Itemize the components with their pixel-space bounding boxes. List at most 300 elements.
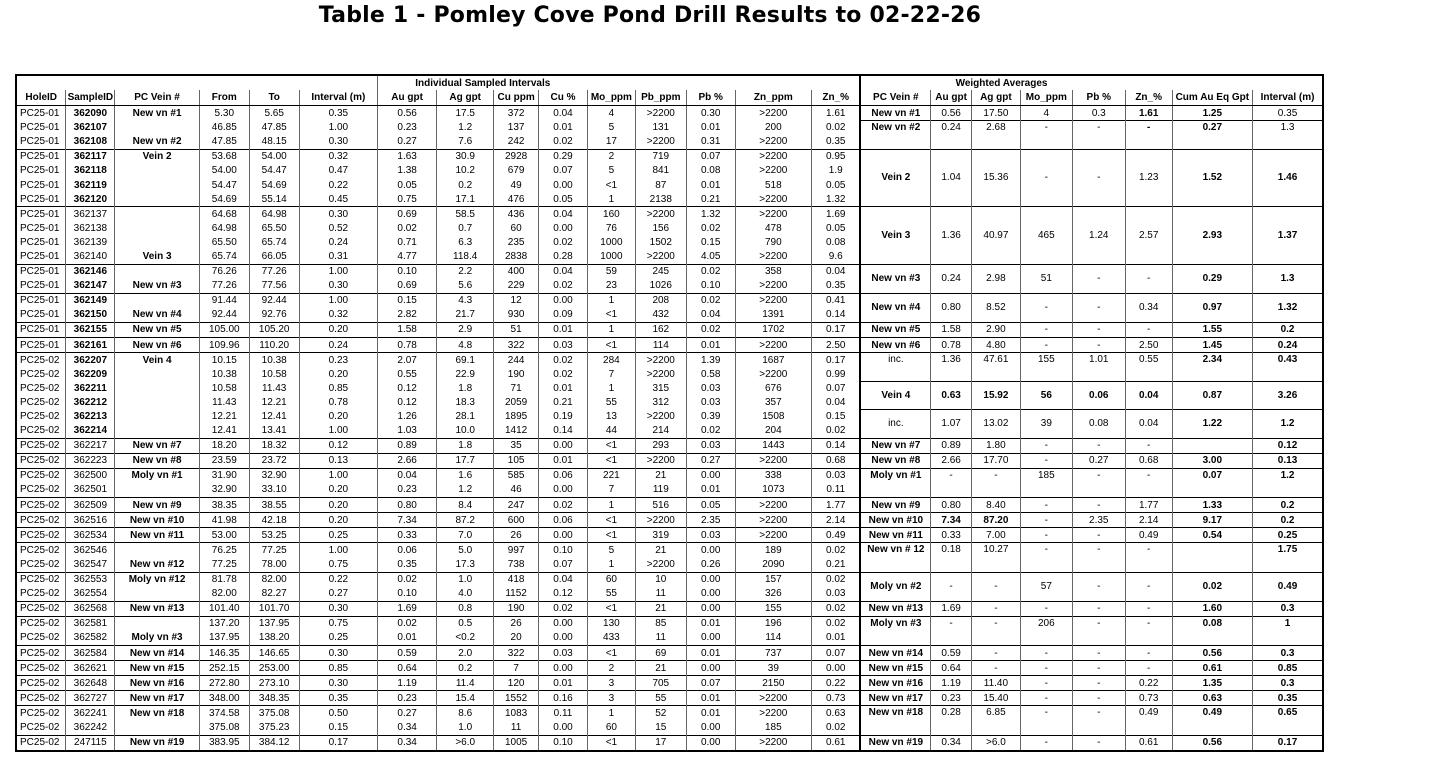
weighted-cell: 11.40 bbox=[971, 676, 1020, 691]
weighted-cell: - bbox=[1125, 322, 1172, 337]
table-cell: 157 bbox=[735, 572, 811, 587]
table-cell: 15 bbox=[635, 720, 686, 735]
table-cell: 0.02 bbox=[812, 601, 861, 616]
table-cell: 244 bbox=[494, 353, 539, 368]
table-cell: 0.00 bbox=[539, 616, 588, 631]
table-cell: 26 bbox=[494, 616, 539, 631]
weighted-cell: - bbox=[1125, 645, 1172, 660]
table-cell: 0.30 bbox=[299, 676, 377, 691]
table-cell: 76.26 bbox=[199, 264, 249, 279]
table-cell: 1 bbox=[587, 381, 635, 395]
table-cell: >2200 bbox=[735, 528, 811, 543]
table-cell: 77.25 bbox=[199, 557, 249, 572]
table-cell: 0.26 bbox=[686, 557, 735, 572]
table-cell: New vn #16 bbox=[115, 676, 200, 691]
weighted-cell: 39 bbox=[1020, 409, 1072, 438]
table-cell: 23.72 bbox=[249, 453, 299, 468]
table-cell: 372 bbox=[494, 106, 539, 121]
weighted-cell: 0.55 bbox=[1125, 353, 1172, 382]
table-cell: <1 bbox=[587, 308, 635, 323]
table-cell: 679 bbox=[494, 164, 539, 178]
table-row bbox=[16, 616, 1323, 631]
table-cell: 101.70 bbox=[249, 601, 299, 616]
table-cell: PC25-01 bbox=[16, 149, 66, 164]
table-cell bbox=[115, 395, 200, 409]
table-cell: 362090 bbox=[66, 106, 115, 121]
table-cell: 0.00 bbox=[539, 661, 588, 676]
table-cell: New vn #10 bbox=[115, 513, 200, 528]
table-cell: >2200 bbox=[735, 513, 811, 528]
weighted-cell: Vein 2 bbox=[860, 149, 930, 206]
table-cell: PC25-01 bbox=[20, 136, 60, 148]
table-cell: >2200 bbox=[735, 453, 811, 468]
table-cell: 55 bbox=[587, 395, 635, 409]
table-cell: 0.02 bbox=[812, 424, 861, 439]
weighted-cell: Moly vn #3 bbox=[860, 616, 930, 645]
table-cell: 69.1 bbox=[437, 353, 494, 368]
table-cell: 85 bbox=[635, 616, 686, 631]
weighted-cell: 1.69 bbox=[931, 601, 972, 616]
table-cell: 190 bbox=[494, 367, 539, 381]
table-cell: 362546 bbox=[66, 543, 115, 558]
weighted-cell: 206 bbox=[1020, 616, 1072, 645]
weighted-cell: 51 bbox=[1020, 264, 1072, 293]
table-cell: 60 bbox=[494, 221, 539, 235]
table-cell: 0.41 bbox=[812, 293, 861, 308]
table-cell: PC25-02 bbox=[16, 438, 66, 453]
table-cell: 1.8 bbox=[437, 381, 494, 395]
table-cell: 315 bbox=[635, 381, 686, 395]
table-cell: PC25-01 bbox=[16, 322, 66, 337]
table-cell: 18.3 bbox=[437, 395, 494, 409]
table-cell: 0.21 bbox=[539, 395, 588, 409]
weighted-cell: 0.56 bbox=[931, 106, 972, 121]
table-cell: 1 bbox=[587, 498, 635, 513]
table-cell: 362119 bbox=[66, 178, 115, 192]
table-cell: 0.47 bbox=[299, 164, 377, 178]
table-cell: 1005 bbox=[494, 735, 539, 751]
table-cell: 362547 bbox=[66, 557, 115, 572]
weighted-cell: 1.23 bbox=[1125, 149, 1172, 206]
table-cell: 0.20 bbox=[299, 483, 377, 498]
table-cell: 44 bbox=[587, 424, 635, 439]
table-cell: 362161 bbox=[66, 338, 115, 353]
table-cell: 0.15 bbox=[378, 293, 437, 308]
table-cell bbox=[115, 178, 200, 192]
table-cell: 0.02 bbox=[686, 424, 735, 439]
table-cell: 362581 bbox=[66, 616, 115, 631]
table-row bbox=[16, 353, 1323, 368]
table-row bbox=[16, 322, 1323, 337]
table-cell: 0.02 bbox=[686, 221, 735, 235]
table-cell: 58.5 bbox=[437, 207, 494, 222]
table-cell: 0.16 bbox=[539, 691, 588, 706]
table-cell bbox=[115, 367, 200, 381]
weighted-cell: 0.49 bbox=[1125, 706, 1172, 735]
table-cell: 2059 bbox=[494, 395, 539, 409]
weighted-cell: inc. bbox=[860, 409, 930, 438]
table-cell: 0.23 bbox=[378, 121, 437, 135]
table-cell: 3 bbox=[587, 676, 635, 691]
weighted-cell: 15.92 bbox=[971, 381, 1020, 409]
table-cell: 5.65 bbox=[249, 106, 299, 121]
table-row bbox=[16, 106, 1323, 121]
weighted-cell: 0.59 bbox=[931, 645, 972, 660]
table-cell: 2.9 bbox=[437, 322, 494, 337]
weighted-cell: 0.34 bbox=[1125, 293, 1172, 322]
table-cell: >2200 bbox=[735, 338, 811, 353]
weighted-cell: 1.32 bbox=[1253, 293, 1323, 322]
table-cell: 17 bbox=[635, 735, 686, 751]
table-cell: 12.41 bbox=[199, 424, 249, 439]
table-cell: 4.77 bbox=[378, 249, 437, 264]
table-cell: 362553 bbox=[66, 572, 115, 587]
table-cell: 1.00 bbox=[299, 293, 377, 308]
weighted-cell: 2.68 bbox=[971, 121, 1020, 150]
weighted-cell: 0.3 bbox=[1253, 645, 1323, 660]
table-cell bbox=[115, 121, 200, 135]
table-cell: 0.04 bbox=[378, 468, 437, 483]
table-cell: 7 bbox=[494, 661, 539, 676]
table-cell: 155 bbox=[735, 601, 811, 616]
table-cell: 10.58 bbox=[249, 367, 299, 381]
table-cell: 92.44 bbox=[249, 293, 299, 308]
table-cell: New vn #17 bbox=[115, 691, 200, 706]
table-cell: 0.32 bbox=[299, 308, 377, 323]
table-cell: 32.90 bbox=[199, 483, 249, 498]
table-cell: 51 bbox=[494, 322, 539, 337]
table-cell: 101.40 bbox=[199, 601, 249, 616]
table-cell: 0.15 bbox=[686, 235, 735, 249]
table-cell: 0.02 bbox=[539, 235, 588, 249]
table-cell: 253.00 bbox=[249, 661, 299, 676]
table-cell: 55 bbox=[587, 587, 635, 602]
weighted-cell: New vn #17 bbox=[860, 691, 930, 706]
weighted-cell: 13.02 bbox=[971, 409, 1020, 438]
table-cell: 76.25 bbox=[199, 543, 249, 558]
table-cell: 1.26 bbox=[378, 409, 437, 423]
weighted-cell: New vn #18 bbox=[860, 706, 930, 735]
table-cell: 0.05 bbox=[686, 498, 735, 513]
weighted-cell: - bbox=[1020, 121, 1072, 150]
weighted-cell: 1.36 bbox=[931, 353, 972, 382]
table-cell: 17.1 bbox=[437, 192, 494, 207]
table-cell: 21.7 bbox=[437, 308, 494, 323]
weighted-cell: 1.36 bbox=[931, 207, 972, 264]
table-cell: 137.20 bbox=[199, 616, 249, 631]
weighted-cell: New vn #4 bbox=[860, 293, 930, 322]
table-cell: 71 bbox=[494, 381, 539, 395]
table-cell: 87 bbox=[635, 178, 686, 192]
table-cell: 12 bbox=[494, 293, 539, 308]
weighted-cell: 0.04 bbox=[1125, 381, 1172, 409]
weighted-cell: Vein 3 bbox=[860, 207, 930, 264]
table-cell: 0.50 bbox=[299, 706, 377, 721]
table-cell: 0.01 bbox=[539, 322, 588, 337]
table-cell: 1000 bbox=[587, 235, 635, 249]
table-cell: 4 bbox=[587, 106, 635, 121]
weighted-cell: - bbox=[1020, 601, 1072, 616]
table-row bbox=[16, 676, 1323, 691]
table-cell: 0.64 bbox=[378, 661, 437, 676]
weighted-cell: 0.56 bbox=[1172, 645, 1252, 660]
table-cell: 0.00 bbox=[686, 631, 735, 646]
table-cell: >2200 bbox=[635, 353, 686, 368]
table-cell: 229 bbox=[494, 279, 539, 294]
weighted-cell: 185 bbox=[1020, 468, 1072, 497]
weighted-cell: 0.12 bbox=[1253, 438, 1323, 453]
table-cell: PC25-02 bbox=[16, 706, 66, 721]
table-cell: 362207 bbox=[66, 353, 115, 368]
table-cell: 54.47 bbox=[199, 178, 249, 192]
weighted-cell: - bbox=[1072, 661, 1125, 676]
table-cell: 0.02 bbox=[812, 121, 861, 135]
weighted-cell: 15.40 bbox=[971, 691, 1020, 706]
table-cell: 35 bbox=[494, 438, 539, 453]
table-cell: 362138 bbox=[66, 221, 115, 235]
table-cell: New vn #14 bbox=[115, 645, 200, 660]
table-cell: <1 bbox=[587, 513, 635, 528]
table-cell: 39 bbox=[735, 661, 811, 676]
table-cell: 0.10 bbox=[686, 279, 735, 294]
table-cell bbox=[115, 164, 200, 178]
table-cell: 91.44 bbox=[199, 293, 249, 308]
table-cell: 0.69 bbox=[378, 279, 437, 294]
table-cell: 11 bbox=[635, 631, 686, 646]
weighted-cell: New vn #9 bbox=[860, 498, 930, 513]
weighted-cell: 0.43 bbox=[1253, 353, 1323, 382]
weighted-cell: 15.36 bbox=[971, 149, 1020, 206]
table-row bbox=[16, 706, 1323, 721]
table-cell: 0.02 bbox=[539, 279, 588, 294]
drill-results-table bbox=[15, 74, 1324, 752]
table-cell: 130 bbox=[587, 616, 635, 631]
table-cell: 33.10 bbox=[249, 483, 299, 498]
weighted-cell: 1.01 bbox=[1072, 353, 1125, 382]
table-cell: 362727 bbox=[66, 691, 115, 706]
weighted-cell: - bbox=[1072, 601, 1125, 616]
weighted-cell: 56 bbox=[1020, 381, 1072, 409]
weighted-cell: 9.17 bbox=[1172, 513, 1252, 528]
table-cell: 0.04 bbox=[539, 207, 588, 222]
table-cell: 0.2 bbox=[437, 178, 494, 192]
weighted-cell: New vn #13 bbox=[860, 601, 930, 616]
weighted-cell: - bbox=[1072, 322, 1125, 337]
table-cell: 20 bbox=[494, 631, 539, 646]
weighted-cell: 0.80 bbox=[931, 498, 972, 513]
table-cell: 221 bbox=[587, 468, 635, 483]
table-cell: 322 bbox=[494, 645, 539, 660]
table-cell: 119 bbox=[635, 483, 686, 498]
table-cell: 705 bbox=[635, 676, 686, 691]
table-cell: 1083 bbox=[494, 706, 539, 721]
weighted-cell: 2.98 bbox=[971, 264, 1020, 293]
table-cell: >2200 bbox=[735, 691, 811, 706]
weighted-cell: New vn #19 bbox=[860, 735, 930, 751]
table-cell: 0.24 bbox=[299, 338, 377, 353]
table-cell: 245 bbox=[635, 264, 686, 279]
table-cell: 0.01 bbox=[686, 691, 735, 706]
table-cell: 1502 bbox=[635, 235, 686, 249]
weighted-cell: 1.60 bbox=[1172, 601, 1252, 616]
table-cell: 362217 bbox=[66, 438, 115, 453]
table-cell: 120 bbox=[494, 676, 539, 691]
table-cell: 5.0 bbox=[437, 543, 494, 558]
table-cell: 3 bbox=[587, 691, 635, 706]
table-cell: 418 bbox=[494, 572, 539, 587]
weighted-cell: 465 bbox=[1020, 207, 1072, 264]
table-cell: 0.12 bbox=[299, 438, 377, 453]
table-cell: PC25-01 bbox=[16, 264, 66, 279]
weighted-cell: 2.14 bbox=[1125, 513, 1172, 528]
table-cell: PC25-02 bbox=[20, 484, 60, 496]
table-cell: 362568 bbox=[66, 601, 115, 616]
table-cell: 326 bbox=[735, 587, 811, 602]
table-cell: 362584 bbox=[66, 645, 115, 660]
table-cell: 737 bbox=[735, 645, 811, 660]
table-cell: 362155 bbox=[66, 322, 115, 337]
table-cell: 0.30 bbox=[686, 106, 735, 121]
table-cell: PC25-01 bbox=[16, 338, 66, 353]
table-cell: 54.00 bbox=[199, 164, 249, 178]
weighted-cell: - bbox=[1072, 543, 1125, 572]
table-cell: 11.43 bbox=[249, 381, 299, 395]
weighted-cell: 4 bbox=[1020, 106, 1072, 121]
weighted-cell: 1.24 bbox=[1072, 207, 1125, 264]
table-cell: 2.35 bbox=[686, 513, 735, 528]
table-body bbox=[16, 106, 1323, 751]
table-cell: PC25-02 bbox=[16, 661, 66, 676]
table-cell: 0.03 bbox=[539, 645, 588, 660]
table-cell: 0.34 bbox=[378, 735, 437, 751]
weighted-cell: 4.80 bbox=[971, 338, 1020, 353]
weighted-cell: 0.3 bbox=[1253, 676, 1323, 691]
table-cell: 0.08 bbox=[812, 235, 861, 249]
table-cell: 196 bbox=[735, 616, 811, 631]
weighted-cell: 0.49 bbox=[1253, 572, 1323, 601]
table-cell: 1.32 bbox=[812, 192, 861, 207]
table-cell: 0.69 bbox=[378, 207, 437, 222]
table-cell: PC25-02 bbox=[16, 645, 66, 660]
table-cell: 110.20 bbox=[249, 338, 299, 353]
table-cell: PC25-01 bbox=[20, 122, 60, 134]
table-cell: 0.00 bbox=[686, 601, 735, 616]
table-cell: PC25-01 bbox=[20, 165, 60, 177]
table-cell: 0.99 bbox=[812, 367, 861, 381]
table-cell: New vn #8 bbox=[115, 453, 200, 468]
table-cell: 0.21 bbox=[812, 557, 861, 572]
table-cell: 600 bbox=[494, 513, 539, 528]
table-cell: 46.85 bbox=[199, 121, 249, 135]
weighted-cell: - bbox=[1072, 676, 1125, 691]
table-cell: 32.90 bbox=[249, 468, 299, 483]
table-cell: >2200 bbox=[735, 135, 811, 150]
table-cell: 0.12 bbox=[378, 381, 437, 395]
table-cell: 384.12 bbox=[249, 735, 299, 751]
table-cell: >2200 bbox=[635, 513, 686, 528]
weighted-cell: - bbox=[1072, 468, 1125, 497]
weighted-cell: 2.66 bbox=[931, 453, 972, 468]
table-cell: 1073 bbox=[735, 483, 811, 498]
column-header: HoleID bbox=[16, 90, 66, 106]
table-cell: 146.65 bbox=[249, 645, 299, 660]
table-cell: 2 bbox=[587, 661, 635, 676]
table-cell: 0.95 bbox=[812, 149, 861, 164]
table-cell: 0.01 bbox=[686, 483, 735, 498]
table-cell: 41.98 bbox=[199, 513, 249, 528]
table-cell: 0.02 bbox=[539, 353, 588, 368]
table-cell: 13.41 bbox=[249, 424, 299, 439]
table-cell: 0.5 bbox=[437, 616, 494, 631]
weighted-cell: 0.56 bbox=[1172, 735, 1252, 751]
table-cell: 0.04 bbox=[812, 264, 861, 279]
table-cell: 11 bbox=[494, 720, 539, 735]
table-cell: 0.00 bbox=[686, 468, 735, 483]
weighted-cell: 0.61 bbox=[1172, 661, 1252, 676]
table-cell: 0.02 bbox=[686, 322, 735, 337]
table-row bbox=[16, 601, 1323, 616]
table-cell: 137.95 bbox=[249, 616, 299, 631]
table-cell: 0.02 bbox=[812, 720, 861, 735]
column-header: Zn_% bbox=[812, 90, 861, 106]
table-cell: 0.05 bbox=[812, 178, 861, 192]
table-cell: 1.00 bbox=[299, 121, 377, 135]
table-cell: 0.89 bbox=[378, 438, 437, 453]
table-cell: 0.78 bbox=[378, 338, 437, 353]
table-cell: 55 bbox=[635, 691, 686, 706]
table-cell: 156 bbox=[635, 221, 686, 235]
table-cell: 8.4 bbox=[437, 498, 494, 513]
table-cell: New vn #18 bbox=[115, 706, 200, 721]
table-cell: PC25-01 bbox=[16, 293, 66, 308]
table-cell: 0.24 bbox=[299, 235, 377, 249]
weighted-cell: - bbox=[1072, 264, 1125, 293]
table-cell: 10.38 bbox=[199, 367, 249, 381]
table-cell: 10.58 bbox=[199, 381, 249, 395]
table-cell: 81.78 bbox=[199, 572, 249, 587]
table-cell: 0.02 bbox=[812, 543, 861, 558]
weighted-cell: 0.08 bbox=[1072, 409, 1125, 438]
column-header: Interval (m) bbox=[1253, 90, 1323, 106]
table-cell: 432 bbox=[635, 308, 686, 323]
table-cell: New vn #15 bbox=[115, 661, 200, 676]
table-cell: 0.05 bbox=[378, 178, 437, 192]
weighted-cell: 0.34 bbox=[931, 735, 972, 751]
column-header: Zn_% bbox=[1125, 90, 1172, 106]
table-cell: 105 bbox=[494, 453, 539, 468]
table-cell: 53.68 bbox=[199, 149, 249, 164]
table-cell: 0.63 bbox=[812, 706, 861, 721]
table-cell: 82.00 bbox=[249, 572, 299, 587]
table-cell: 362501 bbox=[66, 483, 115, 498]
table-cell: PC25-02 bbox=[20, 425, 60, 437]
table-row bbox=[16, 381, 1323, 395]
table-cell: 0.02 bbox=[378, 221, 437, 235]
table-cell: 0.56 bbox=[378, 106, 437, 121]
table-cell: 54.47 bbox=[249, 164, 299, 178]
table-cell bbox=[115, 293, 200, 308]
table-cell: 1.00 bbox=[299, 543, 377, 558]
table-cell: 77.26 bbox=[199, 279, 249, 294]
weighted-cell: 17.50 bbox=[971, 106, 1020, 121]
weighted-cell: 1.35 bbox=[1172, 676, 1252, 691]
weighted-cell: - bbox=[1072, 498, 1125, 513]
weighted-cell: 10.27 bbox=[971, 543, 1020, 572]
table-cell: Moly vn #1 bbox=[115, 468, 200, 483]
table-cell: 362149 bbox=[66, 293, 115, 308]
table-cell: 77.56 bbox=[249, 279, 299, 294]
table-row bbox=[16, 207, 1323, 222]
